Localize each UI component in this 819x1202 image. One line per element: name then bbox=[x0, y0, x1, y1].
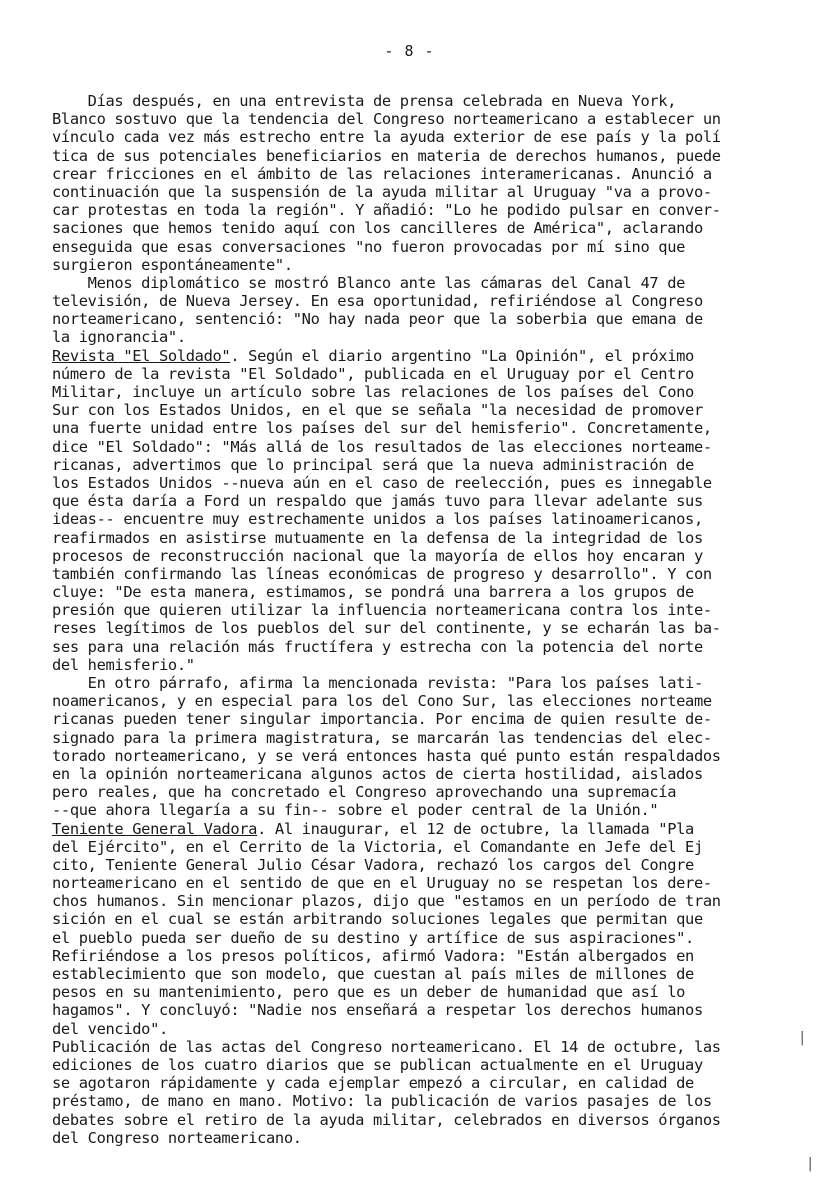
text-line: se agotaron rápidamente y cada ejemplar empezó a circular, en calidad de bbox=[52, 1074, 694, 1093]
text-line: crear fricciones en el ámbito de las relaciones interamericanas. Anunció a bbox=[52, 164, 712, 183]
text-line: surgieron espontáneamente". bbox=[52, 255, 293, 274]
section-heading: Revista "El Soldado" bbox=[52, 346, 231, 365]
section-heading: Teniente General Vadora bbox=[52, 819, 258, 838]
text-line: Refiriéndose a los presos políticos, afirmó Vadora: "Están albergados en bbox=[52, 946, 694, 965]
text-line: noamericanos, y en especial para los del Cono Sur, las elecciones norteame bbox=[52, 692, 712, 711]
text-line: Menos diplomático se mostró Blanco ante las cámaras del Canal 47 de bbox=[52, 273, 686, 292]
margin-tick-mark: | bbox=[798, 1030, 807, 1046]
text-line: préstamo, de mano en mano. Motivo: la publicación de varios pasajes de los bbox=[52, 1092, 712, 1111]
text-line: ses para una relación más fructífera y estrecha con la potencia del norte bbox=[52, 637, 703, 656]
text-line: enseguida que esas conversaciones "no fueron provocadas por mí sino que bbox=[52, 237, 686, 256]
text-line: hagamos". Y concluyó: "Nadie nos enseñará a respetar los derechos humanos bbox=[52, 1001, 703, 1020]
text-line: la ignorancia". bbox=[52, 328, 186, 347]
text-line: procesos de reconstrucción nacional que la mayoría de ellos hoy encaran y bbox=[52, 546, 703, 565]
text-line: chos humanos. Sin mencionar plazos, dijo que "estamos en un período de tran bbox=[52, 892, 721, 911]
document-body bbox=[52, 92, 792, 1147]
text-line bbox=[52, 347, 792, 365]
text-line: saciones que hemos tenido aquí con los cancilleres de América", aclarando bbox=[52, 219, 703, 238]
text-line: car protestas en toda la región". Y añadió: "Lo he podido pulsar en conver- bbox=[52, 201, 721, 220]
text-line: continuación que la suspensión de la ayuda militar al Uruguay "va a provo- bbox=[52, 182, 712, 201]
text-line: también confirmando las líneas económicas de progreso y desarrollo". Y con bbox=[52, 564, 712, 583]
text-line: reses legítimos de los pueblos del sur del continente, y se echarán las ba- bbox=[52, 619, 721, 638]
text-line: televisión, de Nueva Jersey. En esa oportunidad, refiriéndose al Congreso bbox=[52, 292, 703, 311]
text-line: número de la revista "El Soldado", publicada en el Uruguay por el Centro bbox=[52, 364, 694, 383]
text-line: pero reales, que ha concretado el Congreso aprovechando una supremacía bbox=[52, 783, 677, 802]
text-line: Sur con los Estados Unidos, en el que se señala "la necesidad de promover bbox=[52, 401, 703, 420]
text-line: establecimiento que son modelo, que cuestan al país miles de millones de bbox=[52, 965, 694, 983]
line-text: . Según el diario argentino "La Opinión", el próximo bbox=[230, 346, 694, 365]
text-line: En otro párrafo, afirma la mencionada revista: "Para los países lati- bbox=[52, 674, 703, 692]
text-line: norteamericano, sentenció: "No hay nada peor que la soberbia que emana de bbox=[52, 310, 703, 329]
text-line: --que ahora llegaría a su fin-- sobre el poder central de la Unión." bbox=[52, 801, 659, 820]
text-line: del vencido". bbox=[52, 1019, 168, 1038]
text-line bbox=[52, 820, 792, 838]
text-line: vínculo cada vez más estrecho entre la ayuda exterior de ese país y la polí bbox=[52, 128, 721, 147]
text-line: el pueblo pueda ser dueño de su destino y artífice de sus aspiraciones". bbox=[52, 928, 694, 947]
text-line: debates sobre el retiro de la ayuda militar, celebrados en diversos órganos bbox=[52, 1110, 721, 1129]
text-line: signado para la primera magistratura, se marcarán las tendencias del elec- bbox=[52, 728, 712, 747]
line-text: . Al inaugurar, el 12 de octubre, la llamada "Pla bbox=[257, 819, 694, 838]
text-line: una fuerte unidad entre los países del sur del hemisferio". Concretamente, bbox=[52, 419, 712, 438]
text-line: Días después, en una entrevista de prensa celebrada en Nueva York, bbox=[52, 92, 677, 110]
text-line: reafirmados en asistirse mutuamente en la defensa de la integridad de los bbox=[52, 528, 703, 547]
text-line: pesos en su mantenimiento, pero que es un deber de humanidad que así lo bbox=[52, 983, 686, 1002]
text-line: cito, Teniente General Julio César Vadora, rechazó los cargos del Congre bbox=[52, 855, 694, 874]
text-line: Blanco sostuvo que la tendencia del Congreso norteamericano a establecer un bbox=[52, 110, 721, 129]
text-line: ricanas, advertimos que lo principal será que la nueva administración de bbox=[52, 455, 694, 474]
text-line: ideas-- encuentre muy estrechamente unidos a los países latinoamericanos, bbox=[52, 510, 703, 529]
text-line: ediciones de los cuatro diarios que se publican actualmente en el Uruguay bbox=[52, 1055, 703, 1074]
text-line: del Congreso norteamericano. bbox=[52, 1128, 302, 1147]
text-line: que ésta daría a Ford un respaldo que jamás tuvo para llevar adelante sus bbox=[52, 492, 703, 511]
text-line: los Estados Unidos --nueva aún en el caso de reelección, pues es innegable bbox=[52, 473, 712, 492]
text-line: cluye: "De esta manera, estimamos, se pondrá una barrera a los grupos de bbox=[52, 583, 694, 602]
text-line: torado norteamericano, y se verá entonces hasta qué punto están respaldados bbox=[52, 746, 721, 765]
text-line: norteamericano en el sentido de que en el Uruguay no se respetan los dere- bbox=[52, 874, 712, 893]
text-line: en la opinión norteamericana algunos actos de cierta hostilidad, aislados bbox=[52, 764, 703, 783]
text-line: Militar, incluye un artículo sobre las relaciones de los países del Cono bbox=[52, 383, 694, 401]
text-line: sición en el cual se están arbitrando soluciones legales que permitan que bbox=[52, 910, 703, 929]
text-line: del hemisferio." bbox=[52, 655, 195, 674]
margin-tick-mark: | bbox=[806, 1156, 815, 1172]
text-line: presión que quieren utilizar la influencia norteamericana contra los inte- bbox=[52, 601, 712, 620]
text-line: del Ejército", en el Cerrito de la Victoria, el Comandante en Jefe del Ej bbox=[52, 837, 703, 856]
text-line: ricanas pueden tener singular importancia. Por encima de quien resulte de- bbox=[52, 710, 712, 729]
text-line: tica de sus potenciales beneficiarios en materia de derechos humanos, puede bbox=[52, 146, 721, 165]
text-line: dice "El Soldado": "Más allá de los resultados de las elecciones norteame- bbox=[52, 437, 712, 456]
page-number: - 8 - bbox=[384, 42, 435, 60]
text-line: Publicación de las actas del Congreso norteamericano. El 14 de octubre, las bbox=[52, 1037, 721, 1056]
